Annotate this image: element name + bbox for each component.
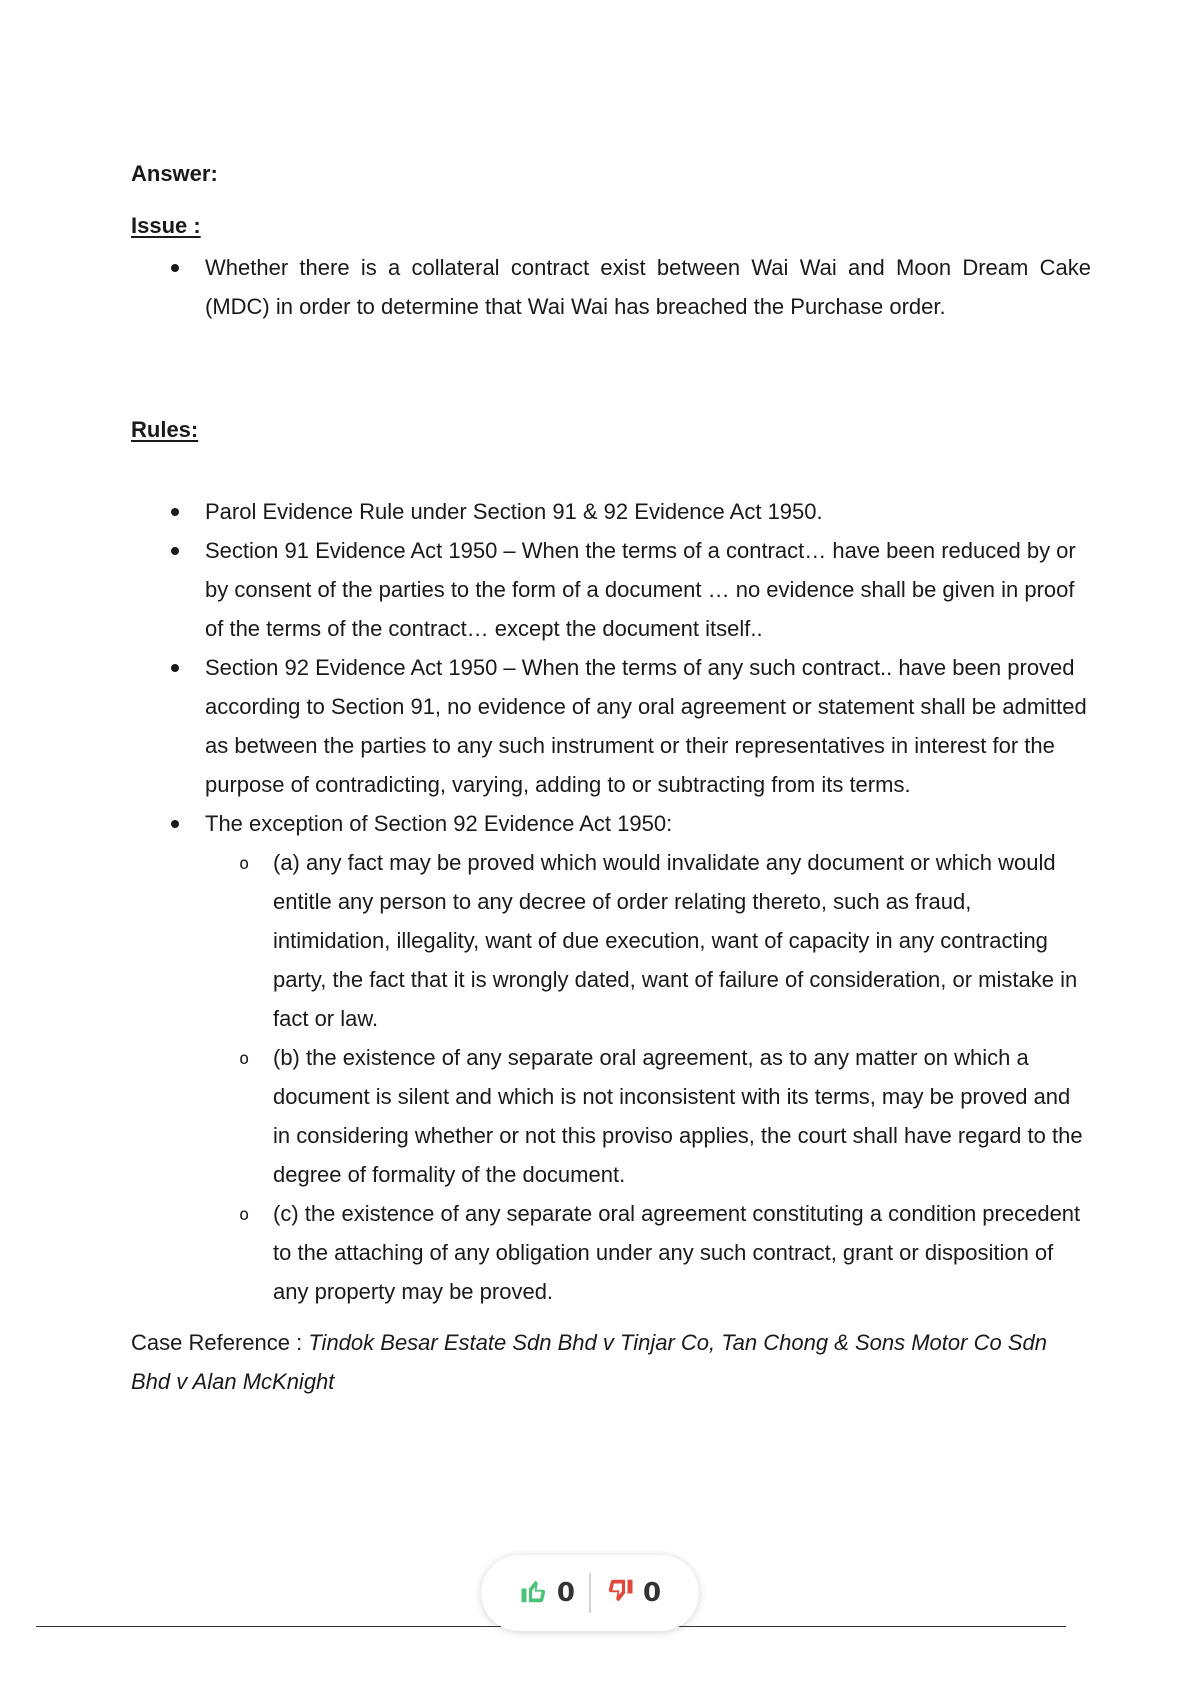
footer-rule-right — [676, 1626, 1066, 1627]
case-reference — [131, 1323, 1091, 1401]
exception-item: o (b) the existence of any separate oral agreement, as to any matter on which a document is silent and which is not inconsistent with its terms, may be proved and in considering whether or not this proviso applies, the court shall have regard to the degree of formality of the document. — [205, 1038, 1091, 1194]
rule-item: Parol Evidence Rule under Section 91 & 92 Evidence Act 1950. — [131, 492, 1091, 531]
downvote-button[interactable] — [591, 1576, 675, 1611]
rule-item-exceptions — [131, 804, 1091, 1311]
rules-list — [131, 492, 1091, 1311]
case-reference-cases: Tindok Besar Estate Sdn Bhd v Tinjar Co, Tan Chong & Sons Motor Co Sdn Bhd v Alan McKnight — [131, 1330, 1047, 1394]
upvote-button[interactable] — [505, 1576, 589, 1611]
exceptions-list — [205, 843, 1091, 1311]
document-content — [131, 158, 1091, 1401]
rule-item-label: The exception of Section 92 Evidence Act 1950: — [205, 811, 673, 836]
footer-rule-left — [36, 1626, 506, 1627]
rules-heading: Rules: — [131, 417, 199, 442]
downvote-count: 0 — [643, 1578, 662, 1608]
vote-widget — [481, 1555, 699, 1631]
thumbs-up-icon — [519, 1576, 549, 1611]
upvote-count: 0 — [556, 1578, 575, 1608]
rule-item: Section 91 Evidence Act 1950 – When the terms of a contract… have been reduced by or by consent of the parties to the form of a document … no evidence shall be given in proof of the terms of the contract… except the document itself.. — [131, 531, 1091, 648]
case-reference-label: Case Reference : — [131, 1330, 309, 1355]
answer-heading: Answer: — [131, 161, 218, 186]
issue-item: Whether there is a collateral contract exist between Wai Wai and Moon Dream Cake (MDC) in order to determine that Wai Wai has breached the Purchase order. — [131, 248, 1091, 326]
issue-list — [131, 248, 1091, 326]
issue-heading: Issue : — [131, 213, 201, 238]
rule-item: Section 92 Evidence Act 1950 – When the terms of any such contract.. have been proved according to Section 91, no evidence of any oral agreement or statement shall be admitted as between the parties to any such instrument or their representatives in interest for the purpose of contradicting, varying, adding to or subtracting from its terms. — [131, 648, 1091, 804]
exception-item: o (c) the existence of any separate oral agreement constituting a condition precedent to the attaching of any obligation under any such contract, grant or disposition of any property may be proved. — [205, 1194, 1091, 1311]
exception-item: o (a) any fact may be proved which would invalidate any document or which would entitle any person to any decree of order relating thereto, such as fraud, intimidation, illegality, want of due execution, want of capacity in any contracting party, the fact that it is wrongly dated, want of failure of consideration, or mistake in fact or law. — [205, 843, 1091, 1038]
thumbs-down-icon — [605, 1576, 635, 1611]
